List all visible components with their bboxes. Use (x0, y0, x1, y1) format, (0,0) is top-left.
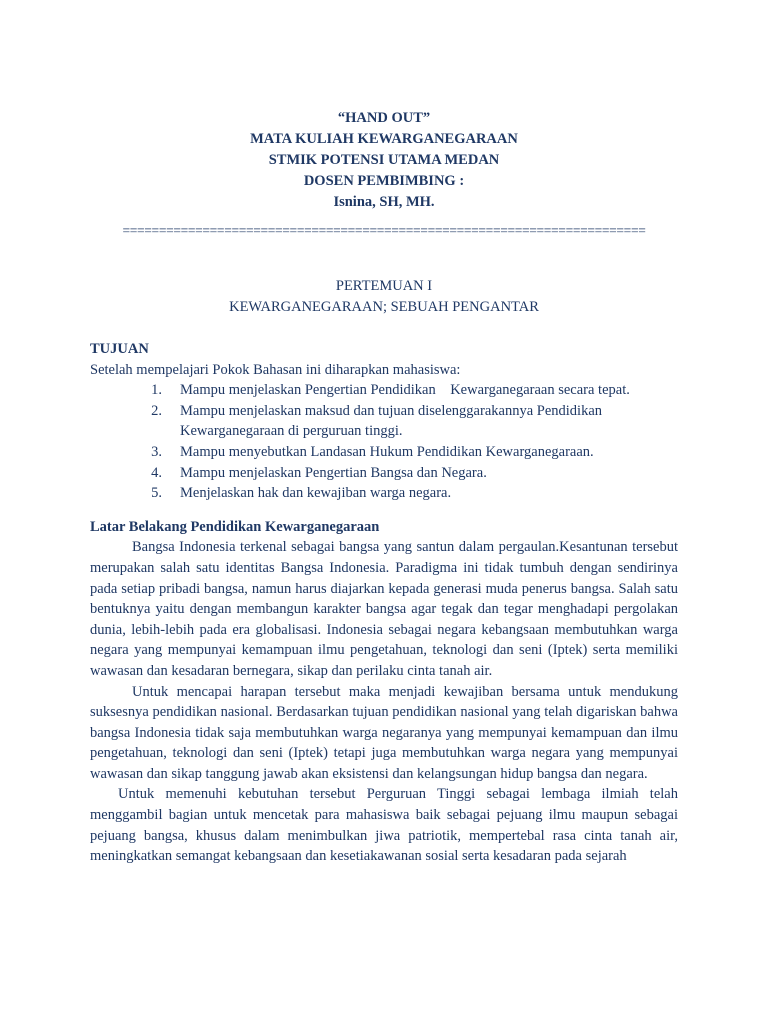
list-item (90, 463, 678, 484)
objectives-intro: Setelah mempelajari Pokok Bahasan ini diharapkan mahasiswa: (90, 361, 461, 378)
header-lecturer-label: DOSEN PEMBIMBING : (303, 173, 465, 189)
list-item-number: 4. (151, 464, 162, 481)
list-item-number: 1. (151, 382, 162, 399)
list-item-text: Mampu menjelaskan Pengertian Pendidikan Kewarganegaraan secara tepat. (180, 382, 630, 399)
background-heading: Latar Belakang Pendidikan Kewarganegaraan (90, 518, 380, 535)
header-course-name: MATA KULIAH KEWARGANEGARAAN (250, 131, 518, 147)
session-number: PERTEMUAN I (335, 278, 433, 294)
list-item-number: 5. (151, 485, 162, 502)
session-heading (0, 276, 768, 318)
background-paragraph-1: Bangsa Indonesia terkenal sebagai bangsa yang santun dalam pergaulan.Kesantunan tersebut merupakan salah satu identitas Bangsa Indonesia. Paradigma ini tidak tumbuh dengan sendirinya pada setiap pribadi bangsa, namun harus diajarkan kepada generasi muda penerus bangsa. Salah satu bentuknya yaitu dengan membangun karakter bangsa agar tegak dan tegar menghadapi pergolakan dunia, lebih-lebih pada era globalisasi. Indonesia sebagai negara kebangsaan membutuhkan warga negara yang mempunyai kemampuan ilmu pengetahuan, teknologi dan seni (Iptek) serta memiliki wawasan dan kesadaran bernegara, sikap dan perilaku cinta tanah air. (90, 539, 678, 679)
list-item (90, 483, 678, 504)
list-item-text: Menjelaskan hak dan kewajiban warga negara. (180, 485, 452, 502)
list-item-number: 2. (151, 402, 162, 419)
objectives-list (90, 380, 678, 504)
list-item-text: Mampu menyebutkan Landasan Hukum Pendidikan Kewarganegaraan. (180, 443, 594, 460)
handout-header (0, 108, 768, 213)
list-item (90, 442, 678, 463)
header-handout-title: “HAND OUT” (337, 110, 431, 126)
list-item-text: Mampu menjelaskan maksud dan tujuan diselenggarakannya Pendidikan Kewarganegaraan di perguruan tinggi. (180, 402, 603, 440)
background-paragraph-2: Untuk mencapai harapan tersebut maka menjadi kewajiban bersama untuk mendukung suksesnya pendidikan nasional. Berdasarkan tujuan pendidikan nasional yang telah digariskan bahwa bangsa Indonesia tidak saja membutuhkan warga negaranya yang mempunyai kemampuan dan ilmu pengetahuan, teknologi dan seni (Iptek) tetapi juga membutuhkan warga negara yang mempunyai wawasan dan sikap tanggung jawab akan eksistensi dan kelangsungan hidup bangsa dan negara. (90, 683, 678, 782)
list-item-number: 3. (151, 443, 162, 460)
list-item (90, 401, 678, 442)
list-item-text: Mampu menjelaskan Pengertian Bangsa dan Negara. (180, 464, 487, 481)
header-lecturer-name: Isnina, SH, MH. (333, 194, 435, 210)
header-institution: STMIK POTENSI UTAMA MEDAN (268, 152, 500, 168)
objectives-heading: TUJUAN (90, 341, 149, 357)
list-item (90, 380, 678, 401)
background-paragraph-3: Untuk memenuhi kebutuhan tersebut Perguruan Tinggi sebagai lembaga ilmiah telah menggambil bagian untuk mencetak para mahasiswa baik sebagai pejuang ilmu maupun sebagai pejuang bangsa, khusus dalam menimbulkan jiwa patriotik, mempertebal rasa cinta tanah air, meningkatkan semangat kebangsaan dan kesetiakawanan sosial serta kesadaran pada sejarah (90, 786, 678, 865)
session-topic: KEWARGANEGARAAN; SEBUAH PENGANTAR (229, 299, 539, 315)
divider-line: ======================================================================== (122, 223, 646, 238)
document-body (90, 339, 678, 867)
